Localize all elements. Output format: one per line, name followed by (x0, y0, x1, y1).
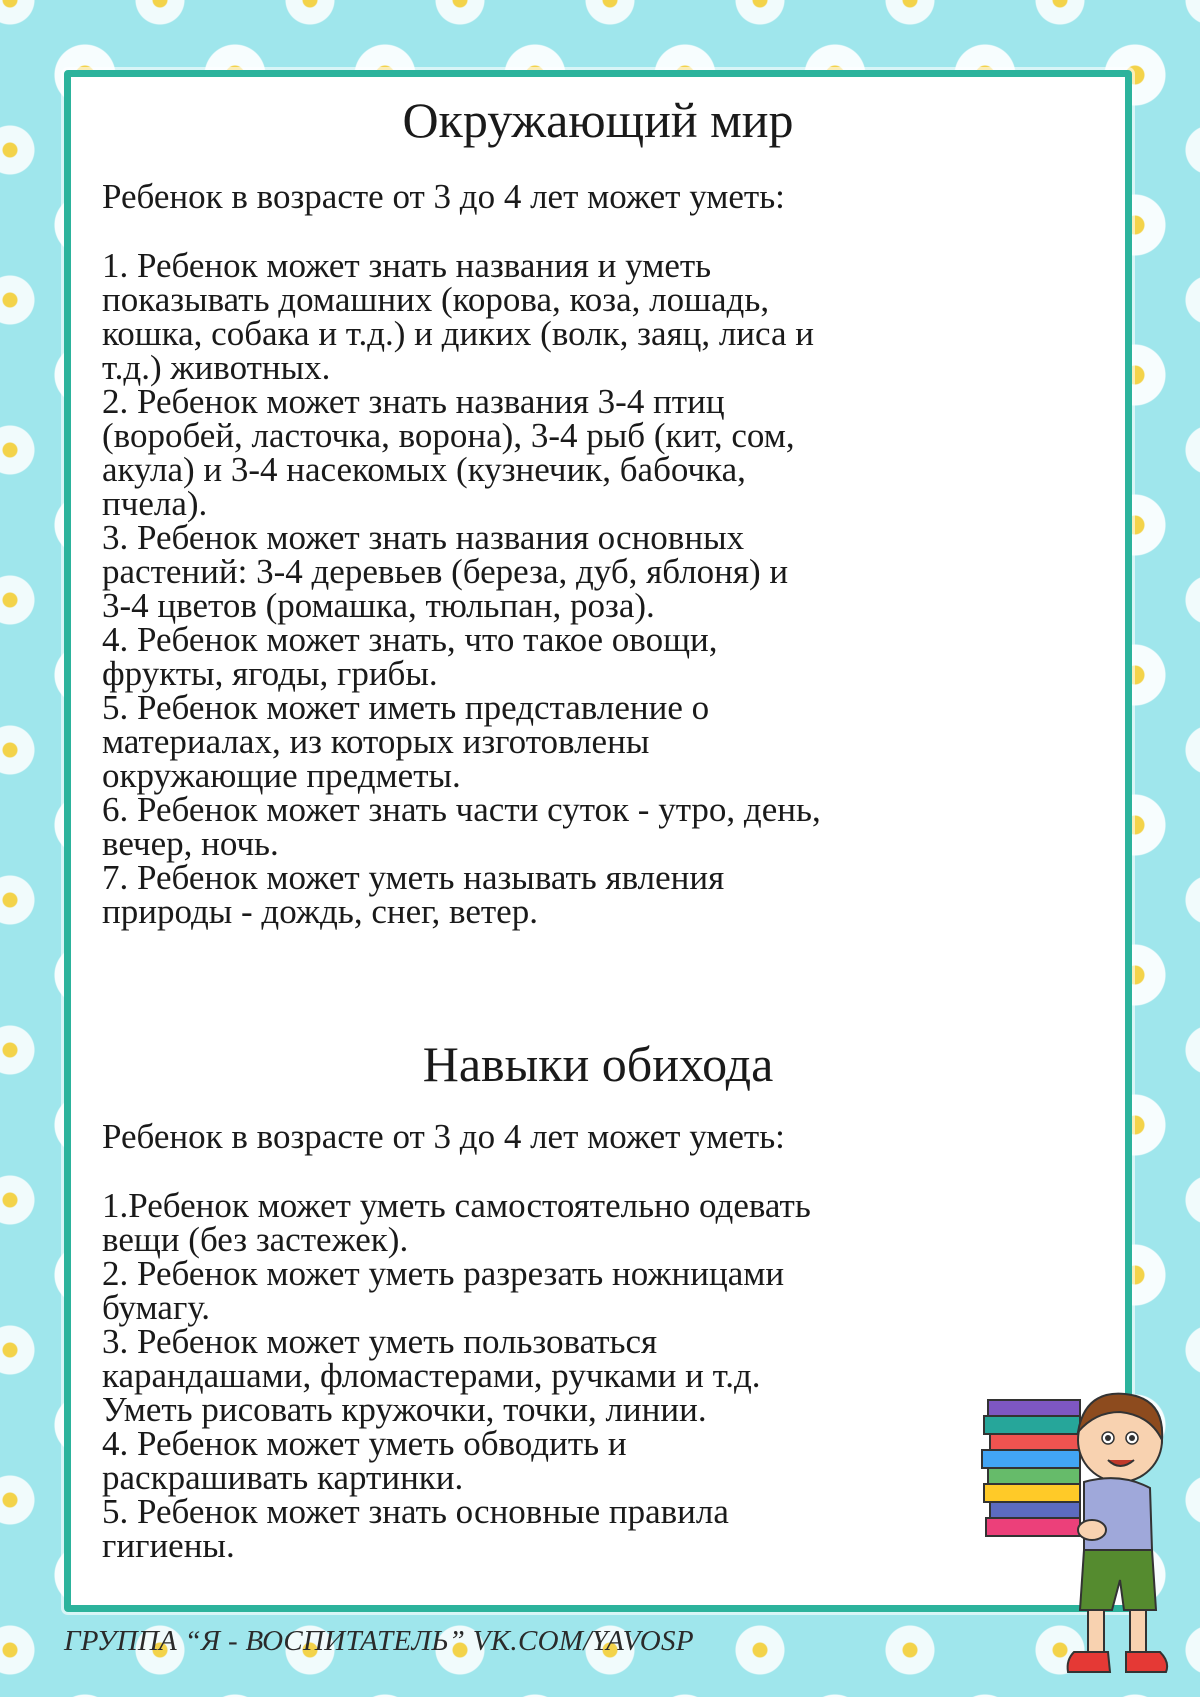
list-item: 5. Ребенок может знать основные правила (102, 1492, 729, 1531)
list-item: (воробей, ласточка, ворона), 3-4 рыб (кит, сом, (102, 416, 795, 455)
list-item: 4. Ребенок может уметь обводить и (102, 1424, 627, 1463)
list-item: 3-4 цветов (ромашка, тюльпан, роза). (102, 586, 655, 625)
list-item: 7. Ребенок может уметь называть явления (102, 858, 725, 897)
list-item: раскрашивать картинки. (102, 1458, 464, 1497)
list-item: вещи (без застежек). (102, 1220, 409, 1259)
list-item: вечер, ночь. (102, 824, 279, 863)
list-item: 6. Ребенок может знать части суток - утро, день, (102, 790, 821, 829)
section-title-environment: Окружающий мир (402, 92, 794, 148)
boy-with-books-icon (980, 1380, 1170, 1690)
section-intro-self-care: Ребенок в возрасте от 3 до 4 лет может уметь: (102, 1117, 785, 1156)
list-item: фрукты, ягоды, грибы. (102, 654, 438, 693)
list-item: 2. Ребенок может уметь разрезать ножницами (102, 1254, 785, 1293)
list-item: 2. Ребенок может знать названия 3-4 птиц (102, 382, 725, 421)
list-item: окружающие предметы. (102, 756, 461, 795)
list-item: кошка, собака и т.д.) и диких (волк, заяц, лиса и (102, 314, 814, 353)
list-item: 4. Ребенок может знать, что такое овощи, (102, 620, 718, 659)
list-item: гигиены. (102, 1526, 235, 1565)
list-item: 1.Ребенок может уметь самостоятельно одевать (102, 1186, 811, 1225)
list-item: показывать домашних (корова, коза, лошадь, (102, 280, 770, 319)
list-item: пчела). (102, 484, 208, 523)
section-title-self-care: Навыки обихода (422, 1036, 774, 1092)
list-self-care (102, 1186, 1102, 1565)
list-item: материалах, из которых изготовлены (102, 722, 650, 761)
content-panel (64, 70, 1132, 1612)
list-item: 3. Ребенок может знать названия основных (102, 518, 745, 557)
list-item: 3. Ребенок может уметь пользоваться (102, 1322, 658, 1361)
list-item: т.д.) животных. (102, 348, 331, 387)
list-item: растений: 3-4 деревьев (береза, дуб, яблоня) и (102, 552, 789, 591)
list-item: природы - дождь, снег, ветер. (102, 892, 538, 931)
list-item: 1. Ребенок может знать названия и уметь (102, 246, 712, 285)
list-item: Уметь рисовать кружочки, точки, линии. (102, 1390, 707, 1429)
footer-credit: ГРУППА “Я - ВОСПИТАТЕЛЬ” VK.COM/YAVOSP (64, 1625, 694, 1657)
list-environment (102, 246, 1102, 931)
list-item: бумагу. (102, 1288, 211, 1327)
list-item: карандашами, фломастерами, ручками и т.д. (102, 1356, 761, 1395)
list-item: 5. Ребенок может иметь представление о (102, 688, 710, 727)
section-intro-environment: Ребенок в возрасте от 3 до 4 лет может уметь: (102, 177, 785, 216)
list-item: акула) и 3-4 насекомых (кузнечик, бабочка, (102, 450, 746, 489)
